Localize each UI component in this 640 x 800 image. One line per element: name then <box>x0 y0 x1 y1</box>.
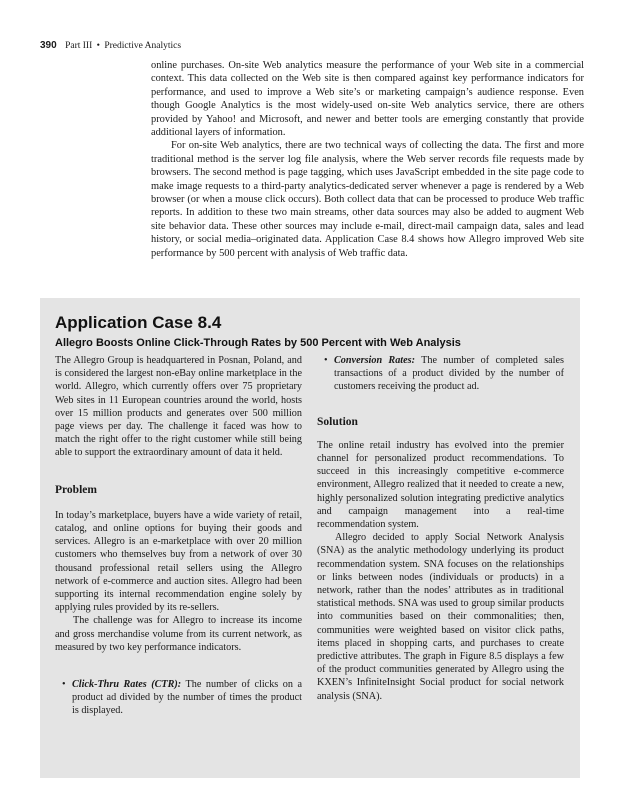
problem-paragraph: The challenge was for Allegro to increase its income and gross merchandise volume from its current network, as measured by two key performance indicators. <box>55 615 302 653</box>
part-label: Part III <box>65 41 93 51</box>
solution-paragraph: The online retail industry has evolved into the premier channel for personalized product recommendations. To succeed in this increasingly competitive e-commerce environment, Allegro realized that it needed to create a new, highly personalized solution integrating predictive analytics and campaign management into a real-time recommendation system. <box>317 439 564 531</box>
body-text <box>151 59 584 260</box>
solution-heading: Solution <box>317 415 358 428</box>
bullet-ctr <box>55 678 302 718</box>
bullet-term: Click-Thru Rates (CTR): <box>72 679 182 691</box>
bullet-text: The number of completed sales transactions of a product divided by the number of customers receiving the product ad. <box>334 355 564 393</box>
solution-paragraph: Allegro decided to apply Social Network Analysis (SNA) as the analytic methodology underlying its product recommendation system. SNA focuses on the relationships or links between nodes (individuals or products) in a network, rather than the nodes’ attributes as in traditional statistical methods. SNA was used to group similar products into communities based on their commonalities; then, communities were weighted based on visitor click paths, items placed in shopping carts, and purchases to create predictive attributes. The graph in Figure 8.5 displays a few of the product communities generated by Allegro using the KXEN’s InfiniteInsight Social product for social network analysis (SNA). <box>317 532 564 702</box>
case-left-column <box>55 354 302 718</box>
bullet-conversion <box>317 354 564 394</box>
case-intro: The Allegro Group is headquartered in Posnan, Poland, and is considered the largest non-eBay online marketplace in the world. Allegro, which currently offers over 75 proprietary Web sites in 11 European countries around the world, hosts over 15 million products and generates over 500 million page views per day. The challenge it faced was how to match the right offer to the right customer while still being able to support the extraordinary amount of data it held. <box>55 355 302 459</box>
case-title: Application Case 8.4 <box>55 313 222 332</box>
header-separator: • <box>96 41 100 51</box>
body-paragraph: online purchases. On-site Web analytics measure the performance of your Web site in a commercial context. This data collected on the Web site is then compared against key performance indicators for performance, and used to improve a Web site’s or marketing campaign’s audience response. Even though Google Analytics is the most widely-used on-site Web analytics service, there are others provided by Yahoo! and Microsoft, and newer and better tools are emerging constantly that provide additional layers of information. <box>151 60 584 139</box>
bullet-dot: • <box>62 679 66 691</box>
problem-heading: Problem <box>55 483 97 496</box>
bullet-dot: • <box>324 355 328 366</box>
bullet-term: Conversion Rates: <box>334 355 416 366</box>
bullet-text: The number of clicks on a product ad divided by the number of times the product is displayed. <box>72 679 302 717</box>
section-label: Predictive Analytics <box>104 41 182 51</box>
page-number: 390 <box>40 40 57 51</box>
body-paragraph: For on-site Web analytics, there are two technical ways of collecting the data. The first and more traditional method is the server log file analysis, where the Web server records file requests made by browsers. The second method is page tagging, which uses JavaScript embedded in the site page code to make image requests to a third-party analytics-dedicated server whenever a page is rendered by a Web browser (or when a mouse click occurs). Both collect data that can be processed to produce Web traffic reports. In addition to these two main streams, other data sources may also be added to augment Web site behavior data. These other sources may include e-mail, direct-mail campaign data, sales and lead history, or social media–originated data. Application Case 8.4 shows how Allegro improved Web site performance by 500 percent with analysis of Web traffic data. <box>151 140 584 259</box>
problem-paragraph: In today’s marketplace, buyers have a wide variety of retail, catalog, and online options for buying their goods and services. Allegro is an e-marketplace with over 20 million customers who themselves buy from a network of over 30 thousand professional retail sellers using the Allegro network of e-commerce and auction sites. Allegro had been supporting its internal recommendation engine solely by applying rules provided by its re-sellers. <box>55 509 302 614</box>
case-subtitle: Allegro Boosts Online Click-Through Rates by 500 Percent with Web Analysis <box>55 337 461 349</box>
running-header <box>40 40 181 51</box>
case-right-column <box>317 354 564 703</box>
